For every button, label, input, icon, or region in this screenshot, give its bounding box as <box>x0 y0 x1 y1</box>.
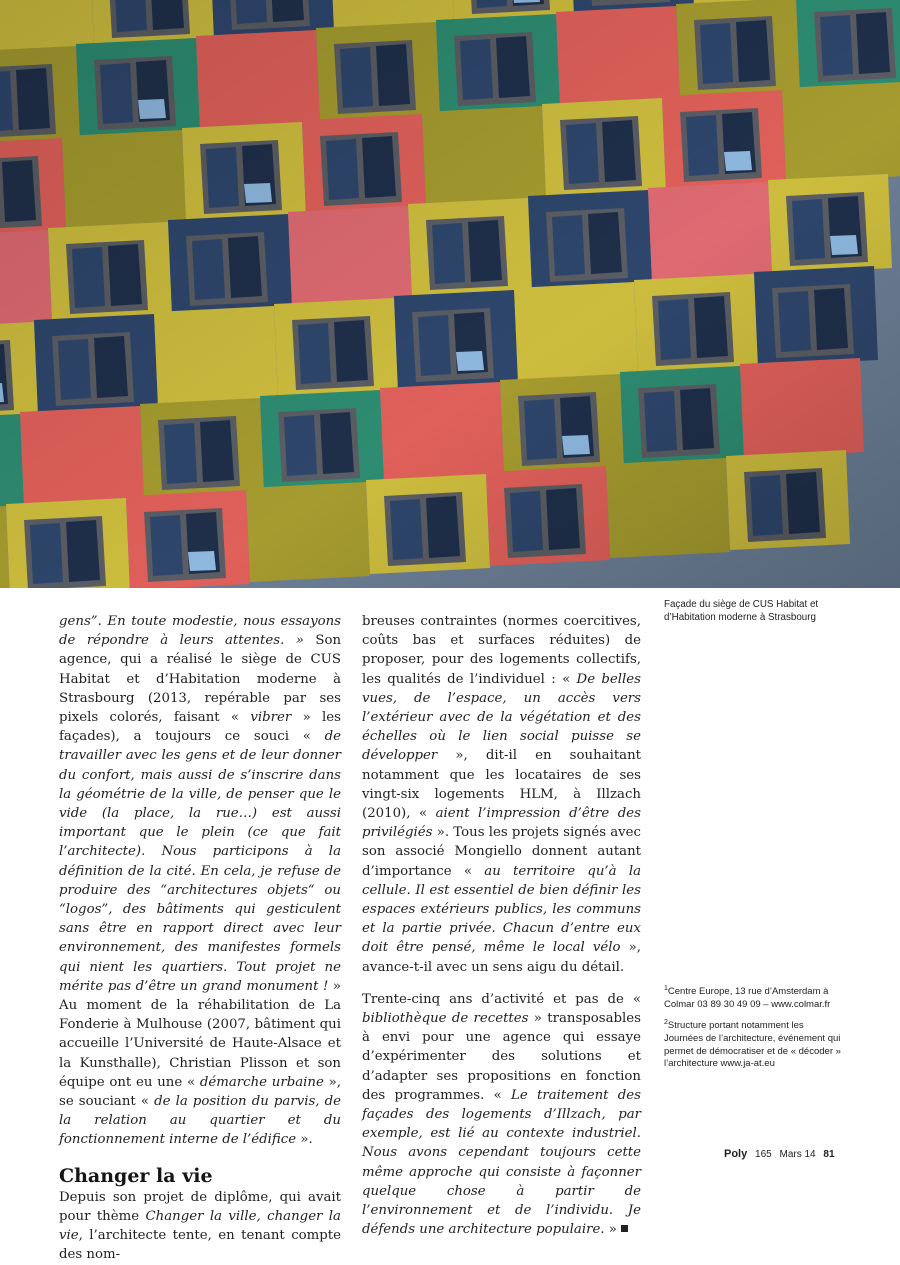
page-footer <box>724 1148 840 1160</box>
magazine-name: Poly <box>724 1148 748 1160</box>
paragraph: gens”. En toute modestie, nous essayons de répondre à leurs attentes. » Son agence, qui a réalisé le siège de CUS Habitat et d’Habitation moderne à Strasbourg (2013, repérable par ses pixels colorés, faisant « vibrer » les façades), a toujours ce souci « de travailler avec les gens et de leur donner du confort, mais aussi de s’inscrire dans la géométrie de la ville, de penser que le vide (la place, la rue…) est aussi important que le plein (ce que fait l’architecte). Nous participons à la définition de la cité. En cela, je refuse de produire des “architectures objets“ ou “logos”, des bâtiments qui gesticulent sans être en rapport direct avec leur environnement, des manifestes formels qui nient les quartiers. Tout projet ne mérite pas d’être un grand monument ! » Au moment de la réhabilitation de La Fonderie à Mulhouse (2007, bâtiment qui accueille l’Université de Haute-Alsace et la Kunsthalle), Christian Plisson et son équipe ont eu une « démarche urbaine », se souciant « de la position du parvis, de la relation au quartier et du fonctionnement interne de l’édifice ». <box>59 614 342 1148</box>
end-of-article-mark <box>621 1225 628 1232</box>
article-column-2 <box>362 612 641 1240</box>
article-column-1 <box>59 612 341 1265</box>
issue-number: 165 <box>755 1149 772 1160</box>
footnotes <box>664 983 844 1077</box>
issue-date: Mars 14 <box>779 1149 816 1160</box>
section-heading: Changer la vie <box>59 1164 213 1187</box>
building-facade-photo <box>0 0 900 588</box>
page-number: 81 <box>823 1149 835 1160</box>
paragraph: breuses contraintes (normes coercitives, coûts bas et surfaces réduites) de proposer, pour des logements collectifs, les qualités de l’individuel : « De belles vues, de l’espace, un accès vers l’extérieur avec de la végétation et des échelles où le lien social puisse se développer », dit-il en souhaitant notamment que les locataires de ses vingt-six logements HLM, à Illzach (2010), « aient l’impression d’être des privilégiés ». Tous les projets signés avec son associé Mongiello donnent autant d’importance « au territoire qu’à la cellule. Il est essentiel de bien définir les espaces extérieurs publics, les communs et la partie privée. Chacun d’entre eux doit être pensé, même le local vélo », avance-t-il avec un sens aigu du détail. <box>362 614 641 975</box>
footnote-2: $^2$Structure portant notamment les Journées de l’architecture, événement qui permet de démocratiser et de « décoder » l’architecture www.ja-at.eu <box>664 1019 841 1070</box>
photo-caption: Façade du siège de CUS Habitat et d’Habitation moderne à Strasbourg <box>664 599 819 623</box>
footnote-1: $^1$Centre Europe, 13 rue d’Amsterdam à Colmar 03 89 30 49 09 – www.colmar.fr <box>664 985 831 1010</box>
paragraph: Trente-cinq ans d’activité et pas de « bibliothèque de recettes » transposables à envi pour une agence qui essaye d’expérimenter des solutions et d’adapter ses propositions en fonction des programmes. « Le traitement des façades des logements d’Illzach, par exemple, est lié au contexte industriel. Nous avons cependant toujours cette même approche qui consiste à façonner quelque chose à partir de l’environnement et de l’individu. Je défends une architecture populaire. » <box>362 991 641 1238</box>
paragraph: Depuis son projet de diplôme, qui avait pour thème Changer la ville, changer la vie, l’architecte tente, en tenant compte des nom- <box>59 1189 341 1263</box>
